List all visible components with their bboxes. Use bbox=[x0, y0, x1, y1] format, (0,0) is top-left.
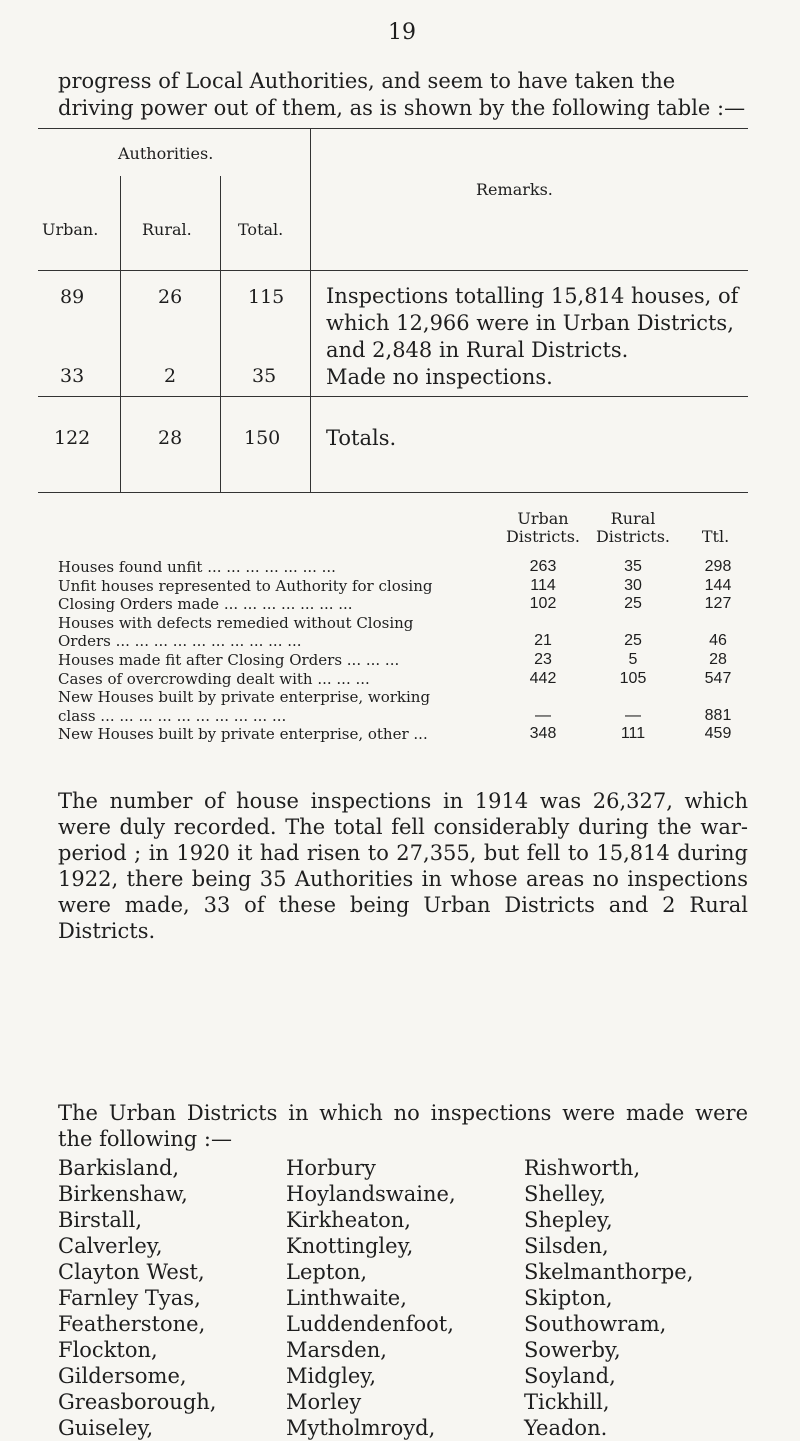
stats-total: 46 bbox=[709, 632, 727, 650]
totals-total: 150 bbox=[244, 427, 281, 449]
stats-total: 459 bbox=[704, 725, 732, 743]
stats-urban: — bbox=[535, 706, 551, 724]
row1-rural: 26 bbox=[158, 286, 183, 308]
row2-remarks: Made no inspections. bbox=[326, 365, 553, 389]
district-name: Rishworth, bbox=[524, 1156, 641, 1180]
district-name: Clayton West, bbox=[58, 1260, 205, 1284]
stats-col-urban-header: Urban Districts. bbox=[505, 509, 581, 546]
stats-row bbox=[58, 614, 748, 632]
stats-total: 127 bbox=[704, 595, 732, 613]
district-name: Barkisland, bbox=[58, 1156, 180, 1180]
stats-rural: 111 bbox=[620, 725, 646, 743]
district-name: Calverley, bbox=[58, 1234, 163, 1258]
stats-rural: 35 bbox=[624, 558, 642, 575]
stats-urban: 21 bbox=[534, 632, 552, 650]
row2-urban: 33 bbox=[60, 365, 85, 387]
district-name: Flockton, bbox=[58, 1338, 158, 1362]
district-name: Lepton, bbox=[286, 1260, 368, 1284]
col-urban-header: Urban. bbox=[42, 220, 99, 239]
row1-urban: 89 bbox=[60, 286, 85, 308]
district-name: Greasborough, bbox=[58, 1390, 217, 1414]
district-name: Southowram, bbox=[524, 1312, 667, 1336]
district-column-1 bbox=[58, 1155, 216, 1441]
row2-total: 35 bbox=[252, 365, 277, 387]
district-name: Shelley, bbox=[524, 1182, 606, 1206]
authorities-table bbox=[38, 128, 748, 492]
authorities-header: Authorities. bbox=[118, 144, 214, 163]
stats-total: 881 bbox=[704, 706, 732, 724]
district-name: Birkenshaw, bbox=[58, 1182, 188, 1206]
stats-row bbox=[58, 577, 748, 595]
stats-label: Houses with defects remedied without Closing bbox=[58, 613, 414, 632]
stats-urban: 23 bbox=[534, 651, 552, 668]
district-name: Knottingley, bbox=[286, 1234, 414, 1258]
district-name: Shepley, bbox=[524, 1208, 613, 1232]
stats-row bbox=[58, 558, 748, 576]
stats-col-rural-header: Rural Districts. bbox=[595, 509, 671, 546]
col-remarks-header: Remarks. bbox=[476, 180, 553, 199]
stats-rural: 105 bbox=[619, 669, 647, 687]
intro-paragraph: progress of Local Authorities, and seem to have taken the driving power out of them, as is shown by the following table :— bbox=[58, 69, 746, 120]
stats-label: New Houses built by private enterprise, working bbox=[58, 688, 431, 707]
stats-total: 547 bbox=[704, 669, 732, 687]
district-name: Midgley, bbox=[286, 1364, 376, 1388]
district-column-3 bbox=[524, 1155, 693, 1441]
district-name: Yeadon. bbox=[524, 1416, 608, 1440]
stats-label: Cases of overcrowding dealt with ... ... ... bbox=[58, 669, 370, 688]
district-name: Linthwaite, bbox=[286, 1286, 407, 1310]
col-rural-header: Rural. bbox=[142, 220, 192, 239]
stats-row bbox=[58, 725, 748, 743]
stats-label: New Houses built by private enterprise, other ... bbox=[58, 725, 428, 744]
district-name: Luddendenfoot, bbox=[286, 1312, 454, 1336]
district-name: Silsden, bbox=[524, 1234, 609, 1258]
stats-rural: 25 bbox=[624, 595, 642, 613]
district-name: Kirkheaton, bbox=[286, 1208, 411, 1232]
stats-label: Closing Orders made ... ... ... ... ... ... ... bbox=[58, 595, 353, 614]
district-name: Hoylandswaine, bbox=[286, 1182, 456, 1206]
stats-row bbox=[58, 688, 748, 706]
col-total-header: Total. bbox=[238, 220, 284, 239]
district-name: Gildersome, bbox=[58, 1364, 187, 1388]
district-name: Birstall, bbox=[58, 1208, 143, 1232]
stats-row bbox=[58, 651, 748, 669]
stats-row bbox=[58, 707, 748, 725]
stats-col-total-header: Ttl. bbox=[701, 527, 730, 546]
totals-rural: 28 bbox=[158, 427, 183, 449]
stats-label: Houses made fit after Closing Orders ... ... ... bbox=[58, 651, 400, 669]
stats-urban: 442 bbox=[529, 669, 557, 687]
district-name: Sowerby, bbox=[524, 1338, 621, 1362]
row2-rural: 2 bbox=[164, 365, 177, 387]
stats-urban: 348 bbox=[529, 725, 557, 743]
stats-row bbox=[58, 595, 748, 613]
page-number: 19 bbox=[388, 20, 416, 45]
stats-urban: 263 bbox=[529, 558, 557, 575]
district-column-2 bbox=[286, 1155, 456, 1441]
district-name: Skipton, bbox=[524, 1286, 613, 1310]
stats-row bbox=[58, 632, 748, 650]
stats-rural: — bbox=[625, 706, 641, 724]
totals-urban: 122 bbox=[54, 427, 91, 449]
paragraph-inspections: The number of house inspections in 1914 was 26,327, which were duly recorded. The total fell considerably during the war-period ; in 1920 it had risen to 27,355, but fell to 15,814 during 1922, there being 35 Authorities in whose areas no inspections were made, 33 of these being Urban Districts and 2 Rural Districts. bbox=[58, 789, 748, 943]
stats-total: 298 bbox=[704, 558, 732, 575]
row1-total: 115 bbox=[248, 286, 285, 308]
district-name: Featherstone, bbox=[58, 1312, 206, 1336]
district-name: Farnley Tyas, bbox=[58, 1286, 201, 1310]
district-name: Guiseley, bbox=[58, 1416, 154, 1440]
stats-total: 144 bbox=[704, 576, 732, 594]
district-name: Soyland, bbox=[524, 1364, 616, 1388]
district-name: Tickhill, bbox=[524, 1390, 610, 1414]
district-name: Skelmanthorpe, bbox=[524, 1260, 694, 1284]
stats-label: Orders ... ... ... ... ... ... ... ... ... ... bbox=[58, 632, 302, 651]
stats-rural: 5 bbox=[628, 651, 638, 668]
stats-label: Houses found unfit ... ... ... ... ... ... ... bbox=[58, 558, 336, 576]
totals-remarks: Totals. bbox=[326, 426, 397, 450]
district-name: Horbury bbox=[286, 1156, 376, 1180]
district-name: Morley bbox=[286, 1390, 362, 1414]
stats-label: class ... ... ... ... ... ... ... ... ... ... bbox=[58, 706, 287, 725]
district-name: Mytholmroyd, bbox=[286, 1416, 436, 1440]
stats-label: Unfit houses represented to Authority for closing bbox=[58, 576, 433, 595]
district-name: Marsden, bbox=[286, 1338, 387, 1362]
stats-total: 28 bbox=[709, 651, 727, 668]
stats-rural: 25 bbox=[624, 632, 642, 650]
stats-rural: 30 bbox=[624, 576, 642, 594]
row1-remarks: Inspections totalling 15,814 houses, of which 12,966 were in Urban Districts, and 2,848 in Rural Districts. bbox=[326, 284, 739, 362]
stats-urban: 102 bbox=[529, 595, 557, 613]
stats-urban: 114 bbox=[530, 576, 556, 594]
paragraph-urban-districts: The Urban Districts in which no inspections were made were the following :— bbox=[58, 1101, 748, 1151]
stats-row bbox=[58, 670, 748, 688]
